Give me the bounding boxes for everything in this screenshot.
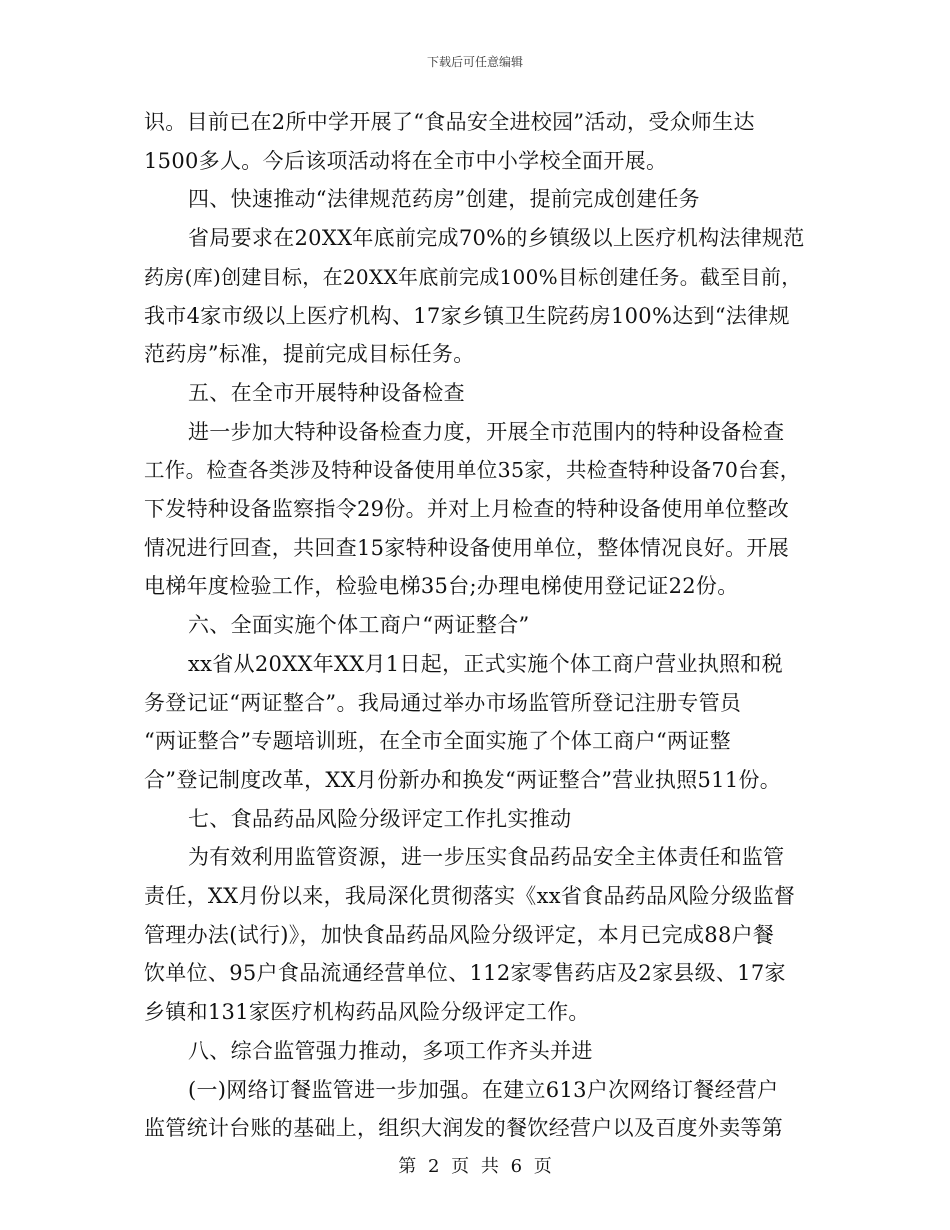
body-line: 四、快速推动“法律规范药房”创建，提前完成创建任务 (188, 187, 700, 212)
body-line: 五、在全市开展特种设备检查 (188, 380, 465, 405)
body-line: 省局要求在20XX年底前完成70%的乡镇级以上医疗机构法律规范 (188, 226, 805, 251)
body-line: 七、食品药品风险分级评定工作扎实推动 (188, 806, 572, 831)
body-line: 务登记证“两证整合”。我局通过举办市场监管所登记注册专管员 (144, 690, 742, 715)
body-line: 识。目前已在2所中学开展了“食品安全进校园”活动，受众师生达 (144, 110, 755, 134)
body-line: 合”登记制度改革，XX月份新办和换发“两证整合”营业执照511份。 (144, 767, 782, 792)
document-body (144, 103, 808, 1148)
body-line: (一)网络订餐监管进一步加强。在建立613户次网络订餐经营户 (188, 1077, 779, 1102)
body-line: 工作。检查各类涉及特种设备使用单位35家，共检查特种设备70台套， (144, 458, 801, 483)
body-line: 电梯年度检验工作，检验电梯35台;办理电梯使用登记证22份。 (144, 574, 739, 599)
body-line: 为有效利用监管资源，进一步压实食品药品安全主体责任和监管 (188, 845, 785, 870)
body-line: 责任，XX月份以来，我局深化贯彻落实《xx省食品药品风险分级监督 (144, 884, 796, 909)
body-line: 药房(库)创建目标，在20XX年底前完成100%目标创建任务。截至目前， (144, 264, 802, 289)
body-line: 我市4家市级以上医疗机构、17家乡镇卫生院药房100%达到“法律规 (144, 303, 790, 328)
body-line: 监管统计台账的基础上，组织大润发的餐饮经营户以及百度外卖等第 (144, 1116, 783, 1141)
body-line: 乡镇和131家医疗机构药品风险分级评定工作。 (144, 1000, 590, 1025)
body-line: 情况进行回查，共回查15家特种设备使用单位，整体情况良好。开展 (144, 535, 790, 560)
body-line: 八、综合监管强力推动，多项工作齐头并进 (188, 1038, 593, 1063)
page-footer: 第 2 页 共 6 页 (398, 1156, 552, 1177)
body-line: 范药房”标准，提前完成目标任务。 (144, 342, 475, 367)
body-line: 饮单位、95户食品流通经营单位、112家零售药店及2家县级、17家 (144, 961, 786, 986)
body-line: 1500多人。今后该项活动将在全市中小学校全面开展。 (144, 148, 668, 173)
page-header: 下载后可任意编辑 (426, 55, 523, 69)
body-line: 进一步加大特种设备检查力度，开展全市范围内的特种设备检查 (188, 419, 785, 444)
body-line: 六、全面实施个体工商户“两证整合” (188, 613, 530, 638)
body-line: “两证整合”专题培训班，在全市全面实施了个体工商户“两证整 (144, 729, 731, 754)
body-line: 下发特种设备监察指令29份。并对上月检查的特种设备使用单位整改 (144, 497, 790, 522)
body-line: 管理办法(试行)》，加快食品药品风险分级评定，本月已完成88户餐 (144, 922, 775, 947)
body-line: xx省从20XX年XX月1日起，正式实施个体工商户营业执照和税 (188, 651, 783, 676)
